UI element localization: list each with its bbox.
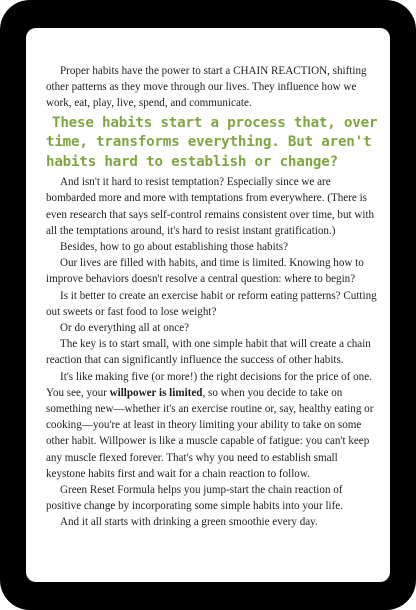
paragraph-9: Green Reset Formula helps you jump-start the chain reaction of positive change by incorporating some simple habits into your life. [46,483,344,513]
page-text [46,63,378,531]
book-page [26,28,390,582]
paragraph-3: Besides, how to go about establishing those habits? [60,240,289,253]
paragraph-4: Our lives are filled with habits, and time is limited. Knowing how to improve behaviors doesn't resolve a central question: where to begin? [46,257,364,286]
paragraph-8-start: It's like making five (or more!) the right decisions for the price of one. You see, your [46,370,372,399]
paragraph-7: The key is to start small, with one simple habit that will create a chain reaction that can significantly influence the success of other habits. [46,338,371,367]
paragraph-10: And it all starts with drinking a green smoothie every day. [60,516,318,529]
paragraph-5: Is it better to create an exercise habit or reform eating patterns? Cutting out sweets or fast food to lose weight? [46,289,377,318]
paragraph-8 [46,369,378,482]
paragraph-2: And isn't it hard to resist temptation? Especially since we are bombarded more and more with temptations from everywhere. (There is even research that says self-control remains consistent over time, but with all the temptations around, it's hard to resist instant gratification.) [46,176,375,237]
willpower-emphasis: willpower is limited [109,386,203,399]
paragraph-8-end: , so when you decide to take on something new—whether it's an exercise routine or, say, healthy eating or cooking—you're at least in theory limiting your ability to take on some other habit. Willpower is like a muscle capable of fatigue: you can't keep any muscle flexed forever. That's why you need to establish small keystone habits first and wait for a chain reaction to follow. [46,386,374,480]
paragraph-1: Proper habits have the power to start a CHAIN REACTION, shifting other patterns as they move through our lives. They influence how we work, eat, play, live, spend, and communicate. [46,65,367,110]
pull-quote: These habits start a process that, over time, transforms everything. But aren't habits hard to establish or change? [46,114,378,170]
paragraph-6: Or do everything all at once? [60,321,190,334]
